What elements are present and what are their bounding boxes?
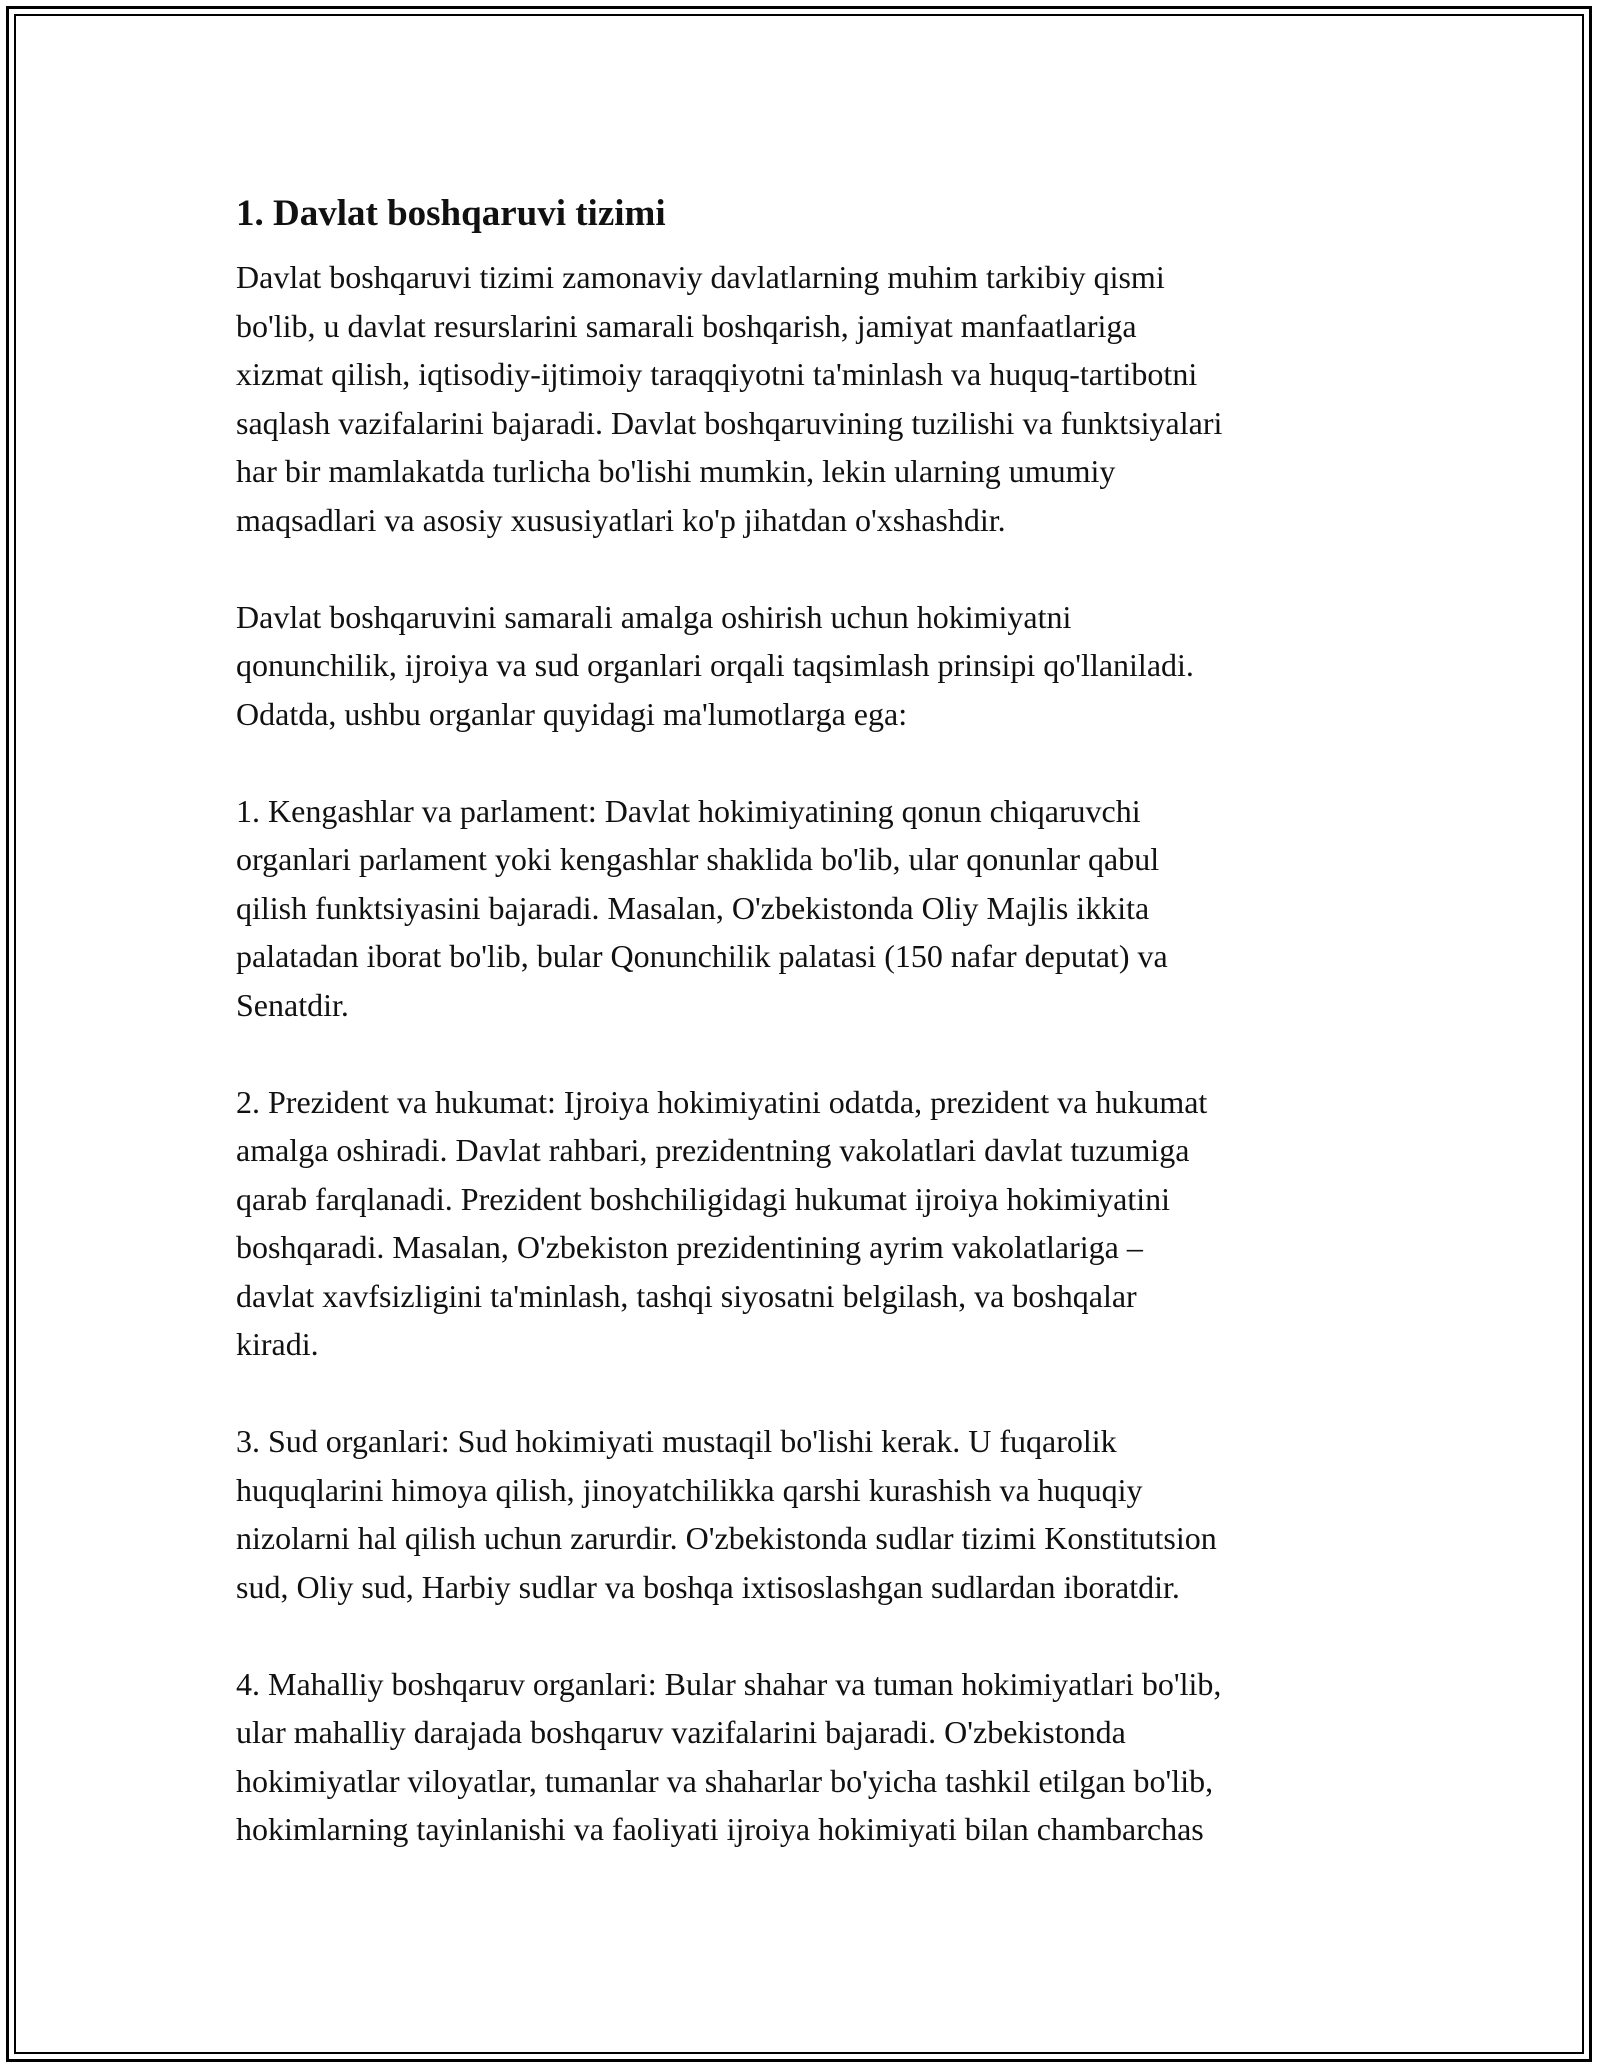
document-page — [236, 185, 1386, 1854]
paragraph-intro: Davlat boshqaruvi tizimi zamonaviy davlatlarning muhim tarkibiy qismi bo'lib, u davlat resurslarini samarali boshqarish, jamiyat manfaatlariga xizmat qilish, iqtisodiy-ijtimoiy taraqqiyotni ta'minlash va huquq-tartibotni saqlash vazifalarini bajaradi. Davlat boshqaruvining tuzilishi va funktsiyalari har bir mamlakatda turlicha bo'lishi mumkin, lekin ularning umumiy maqsadlari va asosiy xususiyatlari ko'p jihatdan o'xshashdir. — [236, 259, 1223, 538]
paragraph-separation-of-powers: Davlat boshqaruvini samarali amalga oshirish uchun hokimiyatni qonunchilik, ijroiya va sud organlari orqali taqsimlash prinsipi qo'llaniladi. Odatda, ushbu organlar quyidagi ma'lumotlarga ega: — [236, 598, 1194, 732]
paragraph-item-courts: 3. Sud organlari: Sud hokimiyati mustaqil bo'lishi kerak. U fuqarolik huquqlarini himoya qilish, jinoyatchilikka qarshi kurashish va huquqiy nizolarni hal qilish uchun zarurdir. O'zbekistonda sudlar tizimi Konstitutsion sud, Oliy sud, Harbiy sudlar va boshqa ixtisoslashgan sudlardan iboratdir. — [236, 1423, 1217, 1605]
paragraph-item-president: 2. Prezident va hukumat: Ijroiya hokimiyatini odatda, prezident va hukumat amalga oshiradi. Davlat rahbari, prezidentning vakolatlari davlat tuzumiga qarab farqlanadi. Prezident boshchiligidagi hukumat ijroiya hokimiyatini boshqaradi. Masalan, O'zbekiston prezidentining ayrim vakolatlariga – davlat xavfsizligini ta'minlash, tashqi siyosatni belgilash, va boshqalar kiradi. — [236, 1083, 1208, 1362]
paragraph-item-parliament: 1. Kengashlar va parlament: Davlat hokimiyatining qonun chiqaruvchi organlari parlament yoki kengashlar shaklida bo'lib, ular qonunlar qabul qilish funktsiyasini bajaradi. Masalan, O'zbekistonda Oliy Majlis ikkita palatadan iborat bo'lib, bular Qonunchilik palatasi (150 nafar deputat) va Senatdir. — [236, 792, 1168, 1023]
section-title: 1. Davlat boshqaruvi tizimi — [236, 193, 666, 234]
paragraph-item-local-government: 4. Mahalliy boshqaruv organlari: Bular shahar va tuman hokimiyatlari bo'lib, ular mahalliy darajada boshqaruv vazifalarini bajaradi. O'zbekistonda hokimiyatlar viloyatlar, tumanlar va shaharlar bo'yicha tashkil etilgan bo'lib, hokimlarning tayinlanishi va faoliyati ijroiya hokimiyati bilan chambarchas — [236, 1665, 1222, 1847]
